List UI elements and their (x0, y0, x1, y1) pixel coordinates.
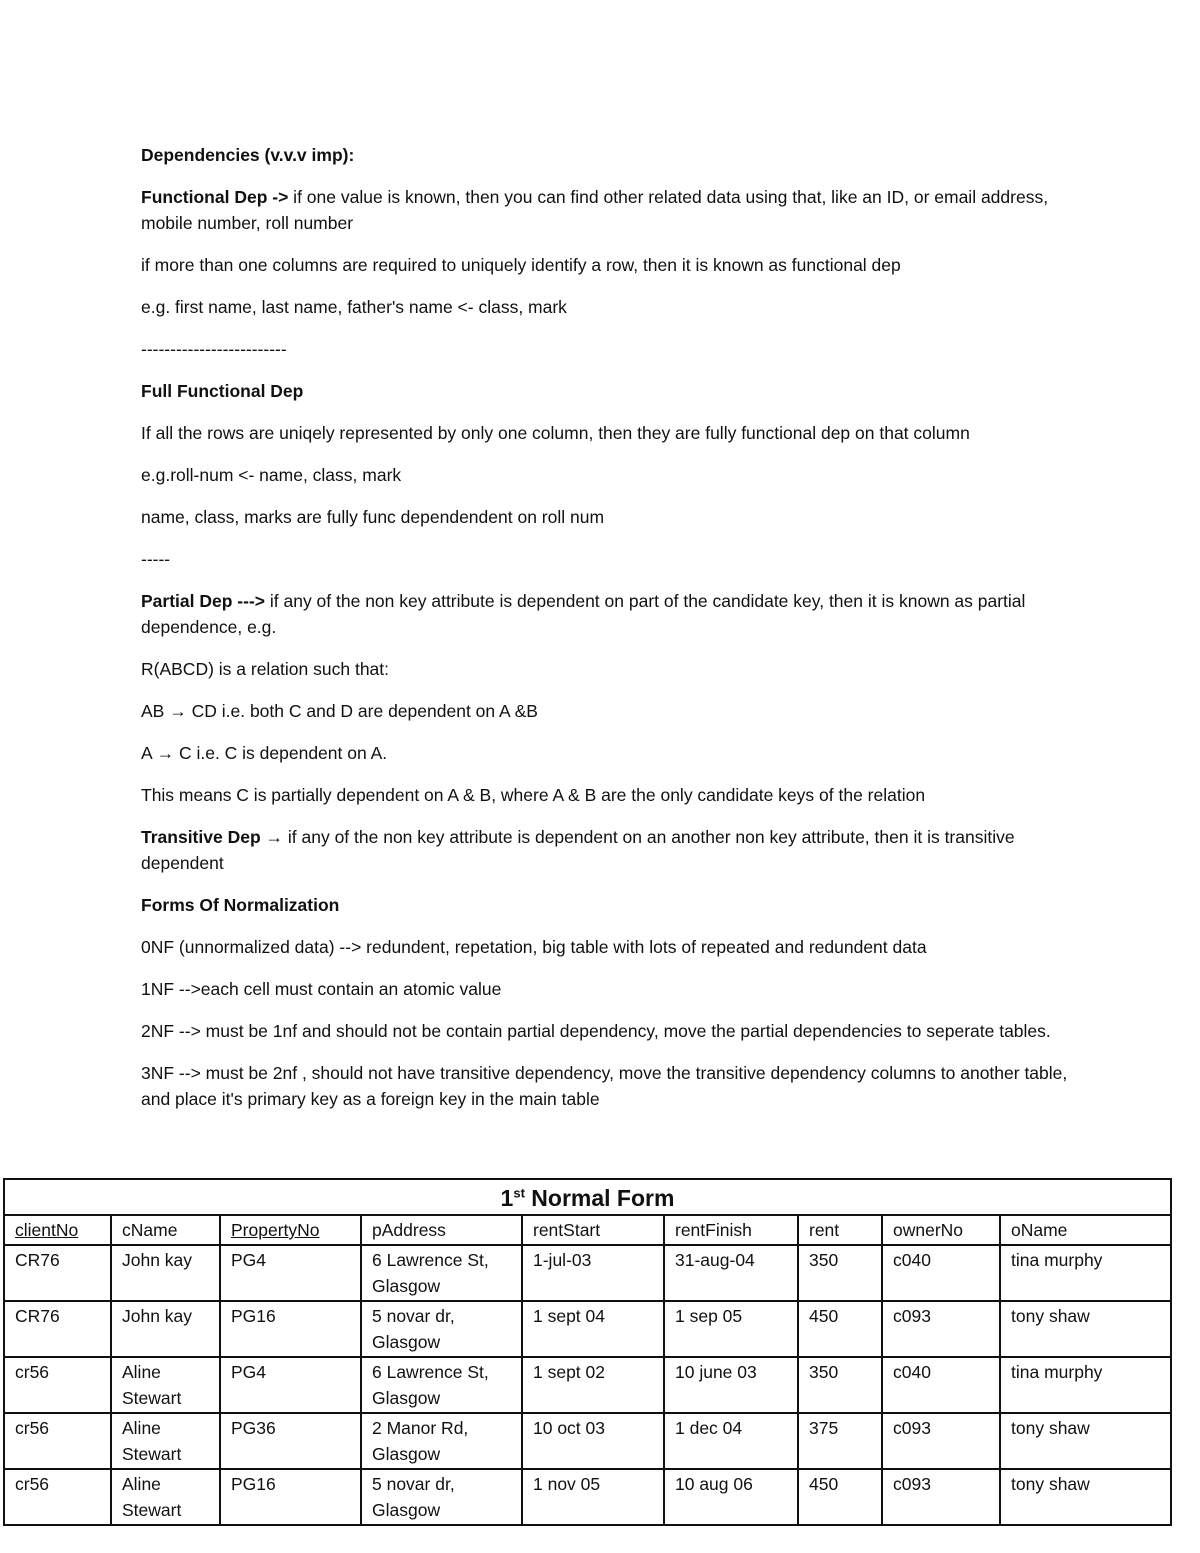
full-functional-dep-text: If all the rows are uniqely represented by only one column, then they are fully functional dep on that column (141, 423, 970, 443)
full-functional-dep-note: name, class, marks are fully func dependendent on roll num (141, 507, 605, 527)
table-row (4, 1413, 1171, 1469)
cell-oname: tony shaw (1000, 1413, 1171, 1469)
a-c-right: C i.e. C is dependent on A. (174, 743, 388, 763)
cell-oname: tony shaw (1000, 1301, 1171, 1357)
cell-rent: 350 (798, 1245, 882, 1301)
cell-rentstart: 1 nov 05 (522, 1469, 664, 1525)
functional-dep-paragraph (141, 184, 1071, 236)
a-c-line (141, 740, 1071, 766)
cell-rent: 350 (798, 1357, 882, 1413)
cell-propertyno: PG4 (220, 1245, 361, 1301)
cell-cname: Aline Stewart (111, 1413, 220, 1469)
cell-rent: 375 (798, 1413, 882, 1469)
a-c-left: A (141, 743, 152, 763)
nf0-line: 0NF (unnormalized data) --> redundent, repetation, big table with lots of repeated and redundent data (141, 937, 927, 957)
functional-dep-label: Functional Dep -> (141, 187, 289, 207)
cell-clientno: cr56 (4, 1357, 111, 1413)
page-heading: Dependencies (v.v.v imp): (141, 145, 355, 165)
cell-clientno: cr56 (4, 1413, 111, 1469)
column-header-cname: cName (111, 1215, 220, 1245)
transitive-dep-text: if any of the non key attribute is dependent on an another non key attribute, then it is transitive dependent (141, 827, 1015, 873)
cell-paddress: 5 novar dr, Glasgow (361, 1301, 522, 1357)
table-row (4, 1301, 1171, 1357)
cell-propertyno: PG36 (220, 1413, 361, 1469)
nf3-line: 3NF --> must be 2nf , should not have transitive dependency, move the transitive dependency columns to another table, and place it's primary key as a foreign key in the main table (141, 1063, 1068, 1109)
cell-rent: 450 (798, 1469, 882, 1525)
separator-line: ----- (141, 549, 171, 569)
column-header-ownerno: ownerNo (882, 1215, 1000, 1245)
table-title (4, 1179, 1171, 1215)
cell-clientno: cr56 (4, 1469, 111, 1525)
table-row (4, 1357, 1171, 1413)
table-title-row (4, 1179, 1171, 1215)
cell-propertyno: PG16 (220, 1469, 361, 1525)
cell-rentfinish: 10 aug 06 (664, 1469, 798, 1525)
column-header-oname: oName (1000, 1215, 1171, 1245)
cell-rentstart: 10 oct 03 (522, 1413, 664, 1469)
cell-propertyno: PG16 (220, 1301, 361, 1357)
column-header-clientno: clientNo (4, 1215, 111, 1245)
relation-line: R(ABCD) is a relation such that: (141, 659, 390, 679)
separator-line: ------------------------- (141, 339, 287, 359)
ab-cd-line (141, 698, 1071, 724)
cell-rent: 450 (798, 1301, 882, 1357)
forms-heading: Forms Of Normalization (141, 895, 340, 915)
transitive-dep-label: Transitive Dep (141, 827, 261, 847)
title-superscript: st (513, 1185, 525, 1201)
transitive-dep-paragraph (141, 824, 1071, 876)
table-row (4, 1245, 1171, 1301)
ab-cd-right: CD i.e. both C and D are dependent on A &B (186, 701, 538, 721)
cell-cname: Aline Stewart (111, 1357, 220, 1413)
partial-dep-paragraph (141, 588, 1071, 640)
full-functional-dep-heading: Full Functional Dep (141, 381, 304, 401)
cell-rentstart: 1 sept 04 (522, 1301, 664, 1357)
cell-rentfinish: 1 dec 04 (664, 1413, 798, 1469)
arrow-right-icon: → (169, 701, 187, 721)
arrow-right-icon: → (265, 827, 284, 847)
full-functional-dep-example: e.g.roll-num <- name, class, mark (141, 465, 402, 485)
partial-dep-label: Partial Dep ---> (141, 591, 265, 611)
table-row (4, 1469, 1171, 1525)
cell-rentstart: 1 sept 02 (522, 1357, 664, 1413)
cell-rentstart: 1-jul-03 (522, 1245, 664, 1301)
cell-paddress: 6 Lawrence St, Glasgow (361, 1357, 522, 1413)
cell-cname: Aline Stewart (111, 1469, 220, 1525)
cell-paddress: 6 Lawrence St, Glasgow (361, 1245, 522, 1301)
functional-dep-example: e.g. first name, last name, father's name <- class, mark (141, 297, 567, 317)
title-number: 1 (500, 1185, 514, 1211)
column-header-rent: rent (798, 1215, 882, 1245)
functional-dep-more: if more than one columns are required to uniquely identify a row, then it is known as functional dep (141, 255, 901, 275)
cell-oname: tony shaw (1000, 1469, 1171, 1525)
title-text: Normal Form (524, 1185, 675, 1211)
cell-ownerno: c040 (882, 1357, 1000, 1413)
partial-dep-text: if any of the non key attribute is dependent on part of the candidate key, then it is known as partial dependence, e.g. (141, 591, 1026, 637)
first-normal-form-table (3, 1178, 1172, 1526)
cell-ownerno: c040 (882, 1245, 1000, 1301)
cell-paddress: 5 novar dr, Glasgow (361, 1469, 522, 1525)
cell-rentfinish: 1 sep 05 (664, 1301, 798, 1357)
notes-body (141, 142, 1071, 1128)
cell-ownerno: c093 (882, 1469, 1000, 1525)
column-header-propertyno: PropertyNo (220, 1215, 361, 1245)
cell-oname: tina murphy (1000, 1245, 1171, 1301)
nf2-line: 2NF --> must be 1nf and should not be contain partial dependency, move the partial dependencies to seperate tables. (141, 1021, 1051, 1041)
ab-cd-left: AB (141, 701, 165, 721)
cell-rentfinish: 31-aug-04 (664, 1245, 798, 1301)
table-header-row (4, 1215, 1171, 1245)
cell-clientno: CR76 (4, 1301, 111, 1357)
cell-oname: tina murphy (1000, 1357, 1171, 1413)
column-header-paddress: pAddress (361, 1215, 522, 1245)
cell-clientno: CR76 (4, 1245, 111, 1301)
cell-paddress: 2 Manor Rd, Glasgow (361, 1413, 522, 1469)
cell-ownerno: c093 (882, 1301, 1000, 1357)
column-header-rentfinish: rentFinish (664, 1215, 798, 1245)
partial-meaning: This means C is partially dependent on A & B, where A & B are the only candidate keys of the relation (141, 785, 926, 805)
cell-rentfinish: 10 june 03 (664, 1357, 798, 1413)
column-header-rentstart: rentStart (522, 1215, 664, 1245)
cell-propertyno: PG4 (220, 1357, 361, 1413)
cell-cname: John kay (111, 1245, 220, 1301)
functional-dep-text: if one value is known, then you can find other related data using that, like an ID, or email address, mobile number, roll number (141, 187, 1049, 233)
nf1-line: 1NF -->each cell must contain an atomic value (141, 979, 502, 999)
cell-ownerno: c093 (882, 1413, 1000, 1469)
cell-cname: John kay (111, 1301, 220, 1357)
arrow-right-icon: → (156, 743, 175, 763)
